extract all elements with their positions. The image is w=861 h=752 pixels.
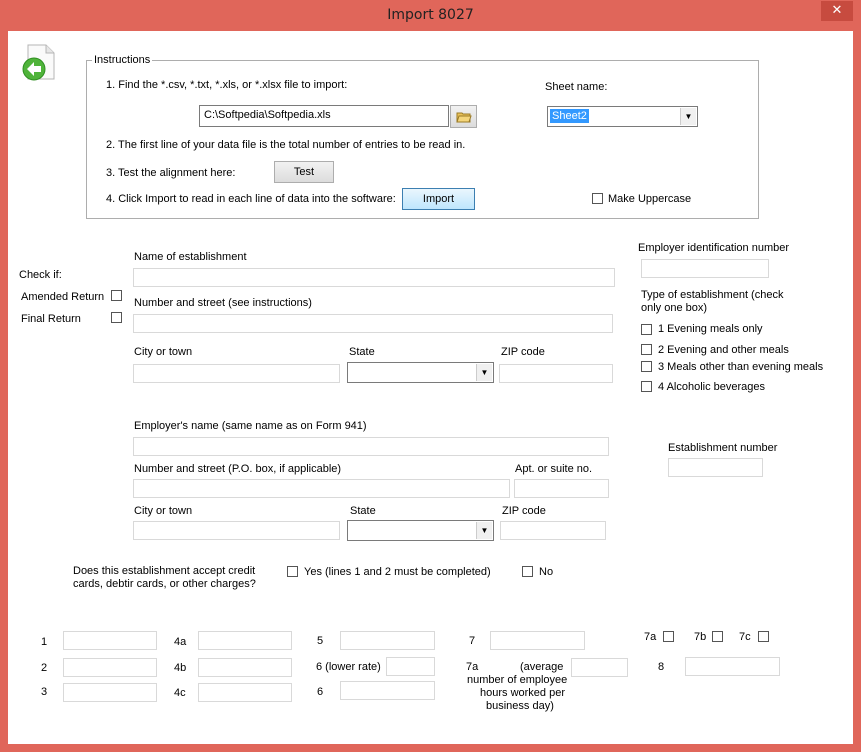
cb-7a-checkbox[interactable] [663, 631, 674, 642]
final-return-checkbox[interactable] [111, 312, 122, 323]
sheet-name-value: Sheet2 [552, 110, 587, 122]
establishment-name-input[interactable] [133, 268, 615, 287]
credit-no-checkbox[interactable] [522, 566, 533, 577]
type-option-4-checkbox[interactable] [641, 381, 652, 392]
import-icon [20, 43, 58, 83]
employer-city-label: City or town [134, 505, 193, 517]
line-2-label: 2 [41, 662, 48, 674]
line-3-label: 3 [41, 686, 48, 698]
credit-question-line1: Does this establishment accept credit [73, 565, 256, 577]
line-4a-label: 4a [174, 636, 187, 648]
credit-yes-checkbox[interactable] [287, 566, 298, 577]
step2-text: 2. The first line of your data file is the total number of entries to be read in. [106, 139, 466, 151]
type-option-4-label: 4 Alcoholic beverages [658, 381, 766, 393]
make-uppercase-label: Make Uppercase [608, 193, 692, 205]
title-bar [0, 0, 861, 30]
establishment-street-label: Number and street (see instructions) [134, 297, 312, 309]
sheet-name-label: Sheet name: [545, 81, 608, 93]
cb-7b-checkbox[interactable] [712, 631, 723, 642]
employer-zip-input[interactable] [500, 521, 606, 540]
type-option-3-checkbox[interactable] [641, 361, 652, 372]
chevron-down-icon: ▼ [680, 108, 696, 125]
type-label-line2: only one box) [641, 302, 708, 314]
line-5-input[interactable] [340, 631, 435, 650]
line-7a-desc-1: (average [520, 661, 564, 673]
establishment-state-select[interactable] [347, 362, 494, 383]
type-label-line1: Type of establishment (check [641, 289, 784, 301]
type-option-1-checkbox[interactable] [641, 324, 652, 335]
line-7-label: 7 [469, 635, 476, 647]
line-7a-desc-3: hours worked per [480, 687, 565, 699]
cb-7c-label: 7c [739, 631, 751, 643]
employer-street-input[interactable] [133, 479, 510, 498]
step1-text: 1. Find the *.csv, *.txt, *.xls, or *.xlsx file to import: [106, 79, 348, 91]
credit-yes-label: Yes (lines 1 and 2 must be completed) [304, 566, 491, 578]
establishment-zip-input[interactable] [499, 364, 613, 383]
sheet-name-select[interactable] [547, 106, 698, 127]
line-6-lower-input[interactable] [386, 657, 435, 676]
step3-text: 3. Test the alignment here: [106, 167, 236, 179]
file-path-input[interactable] [199, 105, 449, 127]
line-4b-input[interactable] [198, 658, 292, 677]
line-7a-input[interactable] [571, 658, 628, 677]
window-title: Import 8027 [387, 7, 474, 23]
employer-name-input[interactable] [133, 437, 609, 456]
close-button[interactable]: ✕ [821, 1, 853, 21]
employer-apt-label: Apt. or suite no. [515, 463, 593, 475]
establishment-name-label: Name of establishment [134, 251, 247, 263]
establishment-number-input[interactable] [668, 458, 763, 477]
instructions-legend: Instructions [94, 54, 151, 66]
type-option-1-label: 1 Evening meals only [658, 323, 763, 335]
line-7-input[interactable] [490, 631, 585, 650]
type-option-3-label: 3 Meals other than evening meals [658, 361, 824, 373]
establishment-city-label: City or town [134, 346, 193, 358]
check-if-label: Check if: [19, 269, 62, 281]
establishment-zip-label: ZIP code [501, 346, 545, 358]
line-2-input[interactable] [63, 658, 157, 677]
amended-return-checkbox[interactable] [111, 290, 122, 301]
credit-question-line2: cards, debtir cards, or other charges? [73, 578, 256, 590]
line-5-label: 5 [317, 635, 324, 647]
make-uppercase-checkbox[interactable] [592, 193, 603, 204]
type-option-2-label: 2 Evening and other meals [658, 344, 789, 356]
line-7a-desc-2: number of employee [467, 674, 568, 686]
employer-zip-label: ZIP code [502, 505, 546, 517]
folder-icon [456, 110, 472, 131]
employer-street-label: Number and street (P.O. box, if applicable) [134, 463, 342, 475]
chevron-down-icon: ▼ [476, 522, 492, 539]
establishment-street-input[interactable] [133, 314, 613, 333]
establishment-state-label: State [349, 346, 375, 358]
line-8-label: 8 [658, 661, 665, 673]
cb-7b-label: 7b [694, 631, 707, 643]
line-1-input[interactable] [63, 631, 157, 650]
dialog-body [8, 31, 853, 744]
line-6-label: 6 [317, 686, 324, 698]
line-1-label: 1 [41, 636, 48, 648]
line-6-input[interactable] [340, 681, 435, 700]
cb-7a-label: 7a [644, 631, 657, 643]
chevron-down-icon: ▼ [476, 364, 492, 381]
file-path-value: C:\Softpedia\Softpedia.xls [204, 109, 331, 121]
employer-name-label: Employer's name (same name as on Form 941) [134, 420, 367, 432]
line-4a-input[interactable] [198, 631, 292, 650]
employer-id-label: Employer identification number [638, 242, 790, 254]
step4-text: 4. Click Import to read in each line of data into the software: [106, 193, 396, 205]
employer-city-input[interactable] [133, 521, 340, 540]
test-button[interactable]: Test [274, 161, 334, 183]
line-7a-desc-4: business day) [486, 700, 554, 712]
employer-id-input[interactable] [641, 259, 769, 278]
establishment-number-label: Establishment number [668, 442, 778, 454]
line-4b-label: 4b [174, 662, 187, 674]
import-button[interactable]: Import [402, 188, 475, 210]
cb-7c-checkbox[interactable] [758, 631, 769, 642]
browse-button[interactable] [450, 105, 477, 128]
employer-apt-input[interactable] [514, 479, 609, 498]
employer-state-select[interactable] [347, 520, 494, 541]
establishment-city-input[interactable] [133, 364, 340, 383]
final-return-label: Final Return [21, 313, 81, 325]
line-8-input[interactable] [685, 657, 780, 676]
employer-state-label: State [350, 505, 376, 517]
line-4c-label: 4c [174, 687, 186, 699]
line-7a-label: 7a [466, 661, 479, 673]
amended-return-label: Amended Return [21, 291, 105, 303]
line-4c-input[interactable] [198, 683, 292, 702]
line-3-input[interactable] [63, 683, 157, 702]
credit-no-label: No [539, 566, 554, 578]
line-6-lower-label: 6 (lower rate) [316, 661, 381, 673]
type-option-2-checkbox[interactable] [641, 344, 652, 355]
